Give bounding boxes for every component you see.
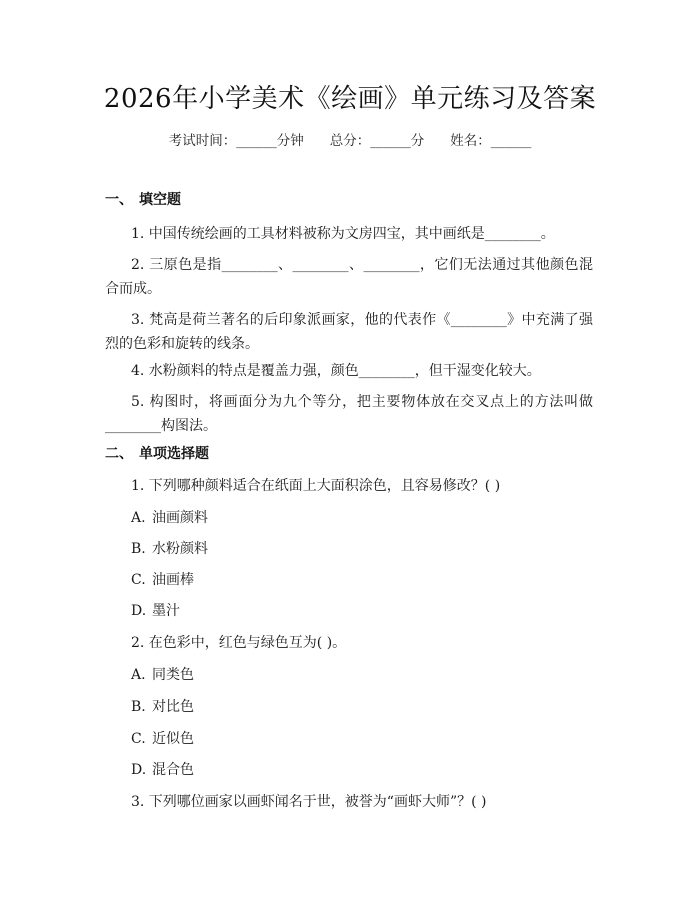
fill-question-3: 3. 梵高是荷兰著名的后印象派画家，他的代表作《________》中充满了强烈的色彩和旋转的线条。 <box>105 312 593 352</box>
exam-time-field: 考试时间：______分钟 <box>168 133 304 149</box>
total-score-field: 总分：______分 <box>329 133 425 149</box>
choice-option: C. 近似色 <box>131 731 194 747</box>
document-title: 2026年小学美术《绘画》单元练习及答案 <box>103 84 597 114</box>
section-number: 二、 <box>105 446 133 462</box>
choice-question-3: 3. 下列哪位画家以画虾闻名于世，被誉为“画虾大师”？( ) <box>131 794 487 810</box>
choice-option: B. 对比色 <box>131 699 194 715</box>
fill-question-4: 4. 水粉颜料的特点是覆盖力强，颜色________，但干湿变化较大。 <box>131 363 541 379</box>
student-name-field: 姓名：______ <box>450 133 532 149</box>
choice-option: D. 混合色 <box>131 762 194 778</box>
fill-question-1: 1. 中国传统绘画的工具材料被称为文房四宝，其中画纸是________。 <box>131 226 555 242</box>
choice-question-1: 1. 下列哪种颜料适合在纸面上大面积涂色，且容易修改？( ) <box>131 478 501 494</box>
choice-option: D. 墨汁 <box>131 603 180 619</box>
choice-option: A. 油画颜料 <box>131 510 208 526</box>
section-title: 填空题 <box>139 192 181 208</box>
choice-question-2: 2. 在色彩中，红色与绿色互为( )。 <box>131 635 347 651</box>
section-number: 一、 <box>105 192 133 208</box>
choice-option: A. 同类色 <box>131 667 194 683</box>
section-heading-fill-in <box>105 190 181 210</box>
section-heading-multiple-choice <box>105 444 209 464</box>
section-title: 单项选择题 <box>139 446 209 462</box>
fill-question-5: 5. 构图时，将画面分为九个等分，把主要物体放在交叉点上的方法叫做________构图法。 <box>105 394 593 434</box>
exam-meta-line <box>0 131 700 151</box>
choice-option: B. 水粉颜料 <box>131 541 208 557</box>
fill-question-2: 2. 三原色是指________、________、________，它们无法通过其他颜色混合而成。 <box>105 257 593 297</box>
choice-option: C. 油画棒 <box>131 572 194 588</box>
